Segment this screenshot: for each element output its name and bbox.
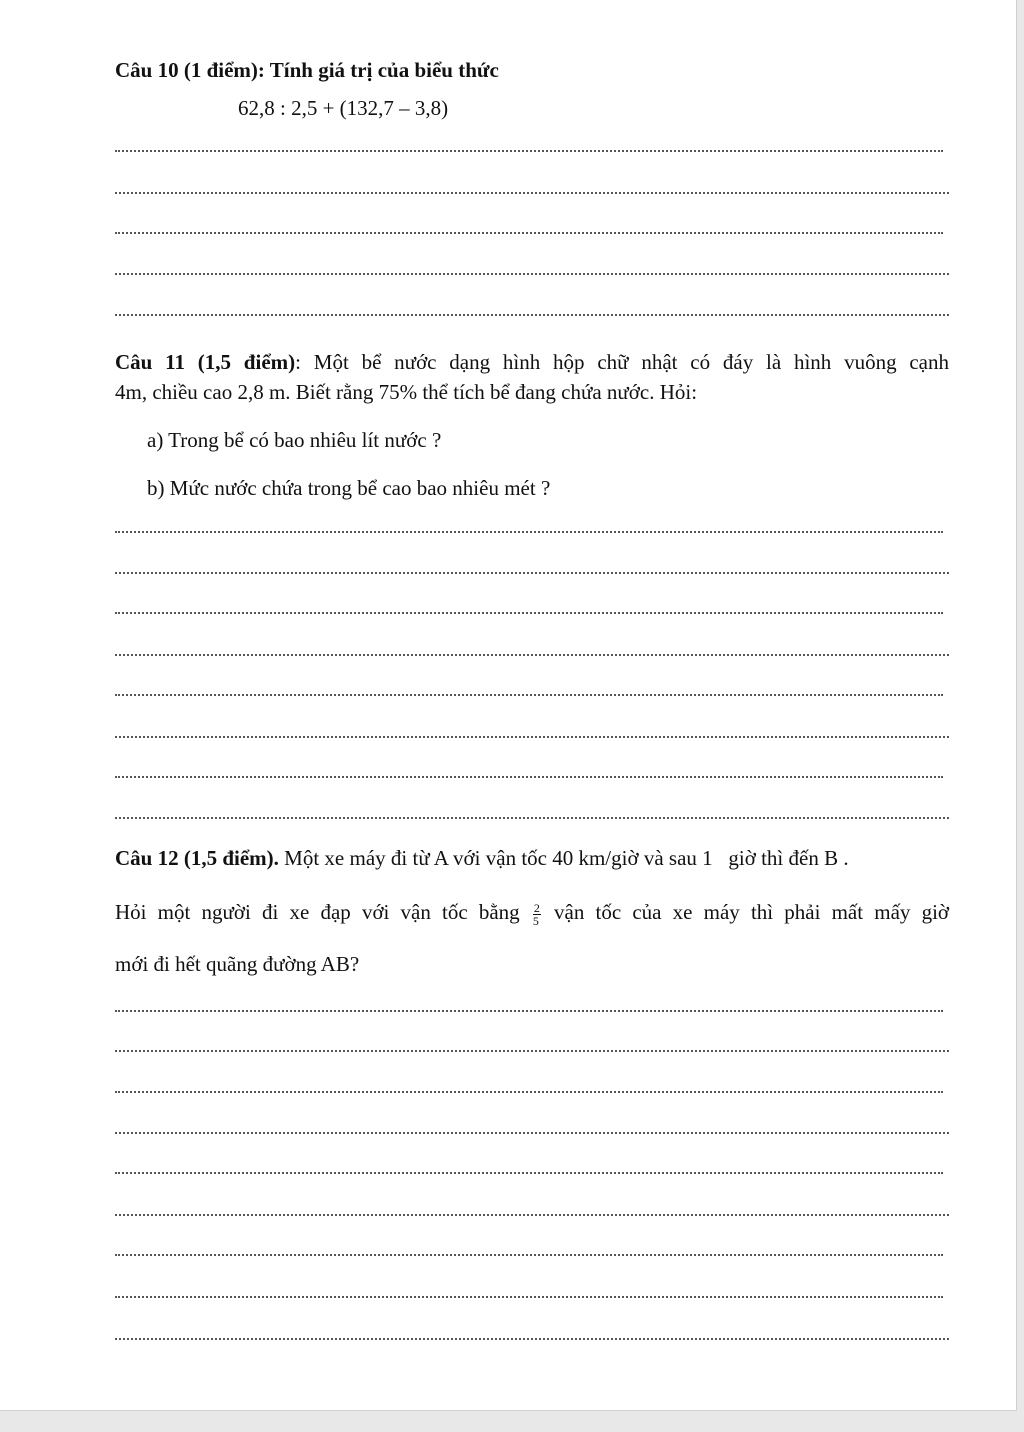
answer-line[interactable] (115, 531, 943, 533)
answer-line[interactable] (115, 1091, 943, 1093)
fraction (533, 902, 541, 927)
answer-line[interactable] (115, 1050, 949, 1052)
answer-line[interactable] (115, 1296, 943, 1298)
q11-line2: 4m, chiều cao 2,8 m. Biết rằng 75% thể tích bể đang chứa nước. Hỏi: (115, 380, 698, 404)
answer-line[interactable] (115, 1172, 943, 1174)
answer-line[interactable] (115, 1338, 949, 1340)
answer-line[interactable] (115, 572, 949, 574)
q10-title: Câu 10 (1 điểm): Tính giá trị của biểu thức (115, 58, 499, 82)
answer-line[interactable] (115, 817, 949, 819)
answer-line[interactable] (115, 273, 949, 275)
answer-line[interactable] (115, 150, 943, 152)
answer-line[interactable] (115, 192, 949, 194)
fraction-denominator: 5 (532, 913, 539, 928)
q12-label: Câu 12 (1,5 điểm). (115, 846, 279, 870)
answer-line[interactable] (115, 776, 943, 778)
q12-text-2a: Hỏi một người đi xe đạp với vận tốc bằng (115, 900, 520, 924)
q11-line1 (115, 350, 949, 375)
answer-line[interactable] (115, 232, 943, 234)
q11-part-b: b) Mức nước chứa trong bể cao bao nhiêu mét ? (147, 476, 551, 500)
q12-line2 (115, 900, 949, 927)
q11-label: Câu 11 (1,5 điểm) (115, 350, 296, 374)
q12-line1 (115, 846, 849, 871)
fraction-numerator: 2 (533, 900, 540, 915)
answer-line[interactable] (115, 1214, 949, 1216)
q11-text-1: : Một bể nước dạng hình hộp chữ nhật có đáy là hình vuông cạnh (295, 350, 950, 374)
answer-line[interactable] (115, 612, 943, 614)
answer-line[interactable] (115, 314, 949, 316)
q11-part-a: a) Trong bể có bao nhiêu lít nước ? (147, 428, 442, 452)
answer-line[interactable] (115, 1132, 949, 1134)
q12-text-1: Một xe máy đi từ A với vận tốc 40 km/giờ và sau 1 giờ thì đến B . (278, 846, 849, 870)
q10-expression: 62,8 : 2,5 + (132,7 – 3,8) (238, 96, 449, 120)
q12-text-2b: vận tốc của xe máy thì phải mất mấy giờ (554, 900, 950, 924)
answer-line[interactable] (115, 1010, 943, 1012)
answer-line[interactable] (115, 736, 949, 738)
q12-line3: mới đi hết quãng đường AB? (115, 952, 360, 976)
answer-line[interactable] (115, 694, 943, 696)
answer-line[interactable] (115, 654, 949, 656)
answer-line[interactable] (115, 1254, 943, 1256)
